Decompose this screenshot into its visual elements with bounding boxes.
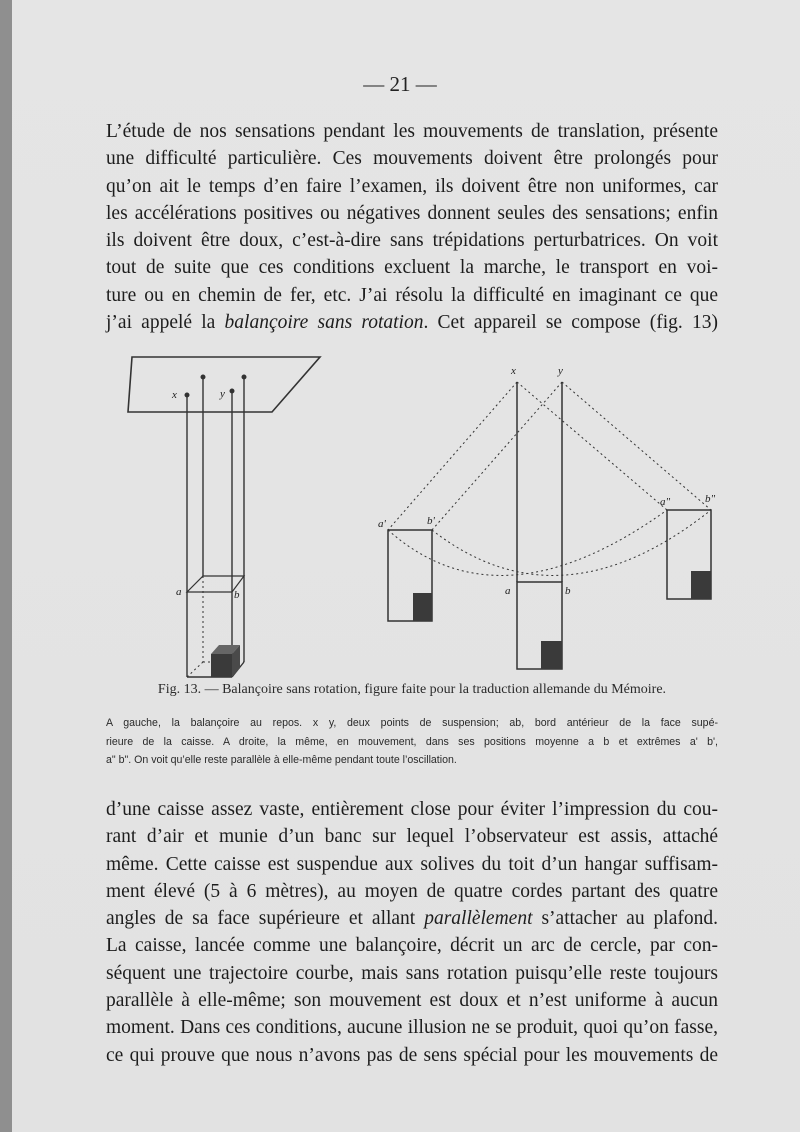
label-y-right: y: [558, 365, 563, 377]
label-y-left: y: [220, 388, 225, 400]
paragraph-bottom: [106, 796, 718, 1069]
caption-line: rieure de la caisse. A droite, la même, en mouvement, dans ses positions moyenne a b et extrêmes a' b',: [106, 735, 718, 748]
label-a-left: a: [176, 586, 182, 598]
caption-line: a" b". On voit qu’elle reste parallèle à elle-même pendant toute l’oscillation.: [106, 754, 457, 766]
page-number: — 21 —: [363, 72, 437, 96]
label-b-left: b: [234, 589, 240, 601]
seat-right-extreme: [691, 571, 711, 599]
text-line: qu’on ait le temps d’en faire l’examen, ils doivent être non uniformes, car: [106, 175, 718, 197]
paragraph-top: [106, 118, 718, 336]
seat-middle: [541, 641, 562, 669]
text-line: [106, 905, 718, 932]
text-line: moment. Dans ces conditions, aucune illusion ne se produit, quoi qu’on fasse,: [106, 1017, 718, 1039]
seat: [211, 654, 232, 677]
italic-run: balançoire sans rotation: [224, 312, 424, 334]
caption-line: A gauche, la balançoire au repos. x y, deux points de suspension; ab, bord antérieur de la face supé-: [106, 717, 718, 729]
text-line: L’étude de nos sensations pendant les mouvements de translation, présente: [106, 121, 718, 142]
label-x-right: x: [511, 365, 516, 377]
swing-at-rest: [128, 357, 320, 677]
label-b1: b': [427, 515, 435, 527]
label-a-right: a: [505, 585, 511, 597]
text-line: séquent une trajectoire courbe, mais sans rotation puisqu’elle reste toujours: [106, 962, 718, 984]
figure-caption-description: [106, 714, 718, 770]
text-run: j’ai appelé la: [106, 312, 225, 334]
text-run: s’attacher au plafond.: [532, 908, 718, 930]
text-line: ture ou en chemin de fer, etc. J’ai résolu la difficulté en imaginant ce que: [106, 284, 718, 306]
text-line: une difficulté particulière. Ces mouvements doivent être prolongés pour: [106, 148, 718, 170]
hidden-edge: [187, 662, 203, 677]
figure-13: [0, 340, 800, 680]
italic-run: parallèlement: [424, 908, 533, 930]
label-a1: a': [378, 518, 386, 530]
text-line: ce qui prouve que nous n’avons pas de sens spécial pour les mouvements de: [106, 1044, 718, 1066]
label-a2: a": [660, 496, 671, 508]
text-line: ils doivent être doux, c’est-à-dire sans trépidations perturbatrices. On voit: [106, 230, 718, 252]
text-line: même. Cette caisse est suspendue aux solives du toit d’un hangar suffisam-: [106, 853, 718, 875]
ceiling-plane: [128, 357, 320, 412]
figure-caption: Fig. 13. — Balançoire sans rotation, figure faite pour la traduction allemande du Mémoire.: [157, 682, 667, 697]
text-line: d’une caisse assez vaste, entièrement close pour éviter l’impression du cou-: [106, 799, 718, 820]
text-line: les accélérations positives ou négatives donnent seules des sensations; enfin: [106, 202, 718, 224]
text-line: parallèle à elle-même; son mouvement est doux et n’est uniforme à aucun: [106, 990, 718, 1012]
text-line: ment élevé (5 à 6 mètres), au moyen de quatre cordes partant des quatre: [106, 880, 718, 902]
text-run: angles de sa face supérieure et allant: [106, 908, 425, 930]
arc-b: [432, 510, 711, 575]
label-x-left: x: [172, 389, 177, 401]
swing-in-motion: [378, 365, 716, 669]
text-line-last: [106, 309, 718, 336]
text-line: La caisse, lancée comme une balançoire, décrit un arc de cercle, par con-: [106, 935, 718, 957]
text-run: . Cet appareil se compose (fig. 13): [423, 312, 718, 334]
text-line: rant d’air et munie d’un banc sur lequel l’observateur est assis, attaché: [106, 826, 718, 848]
text-line: tout de suite que ces conditions excluent la marche, le transport en voi-: [106, 257, 718, 279]
label-b2: b": [705, 493, 716, 505]
seat-left-extreme: [413, 593, 432, 621]
label-b-right: b: [565, 585, 571, 597]
